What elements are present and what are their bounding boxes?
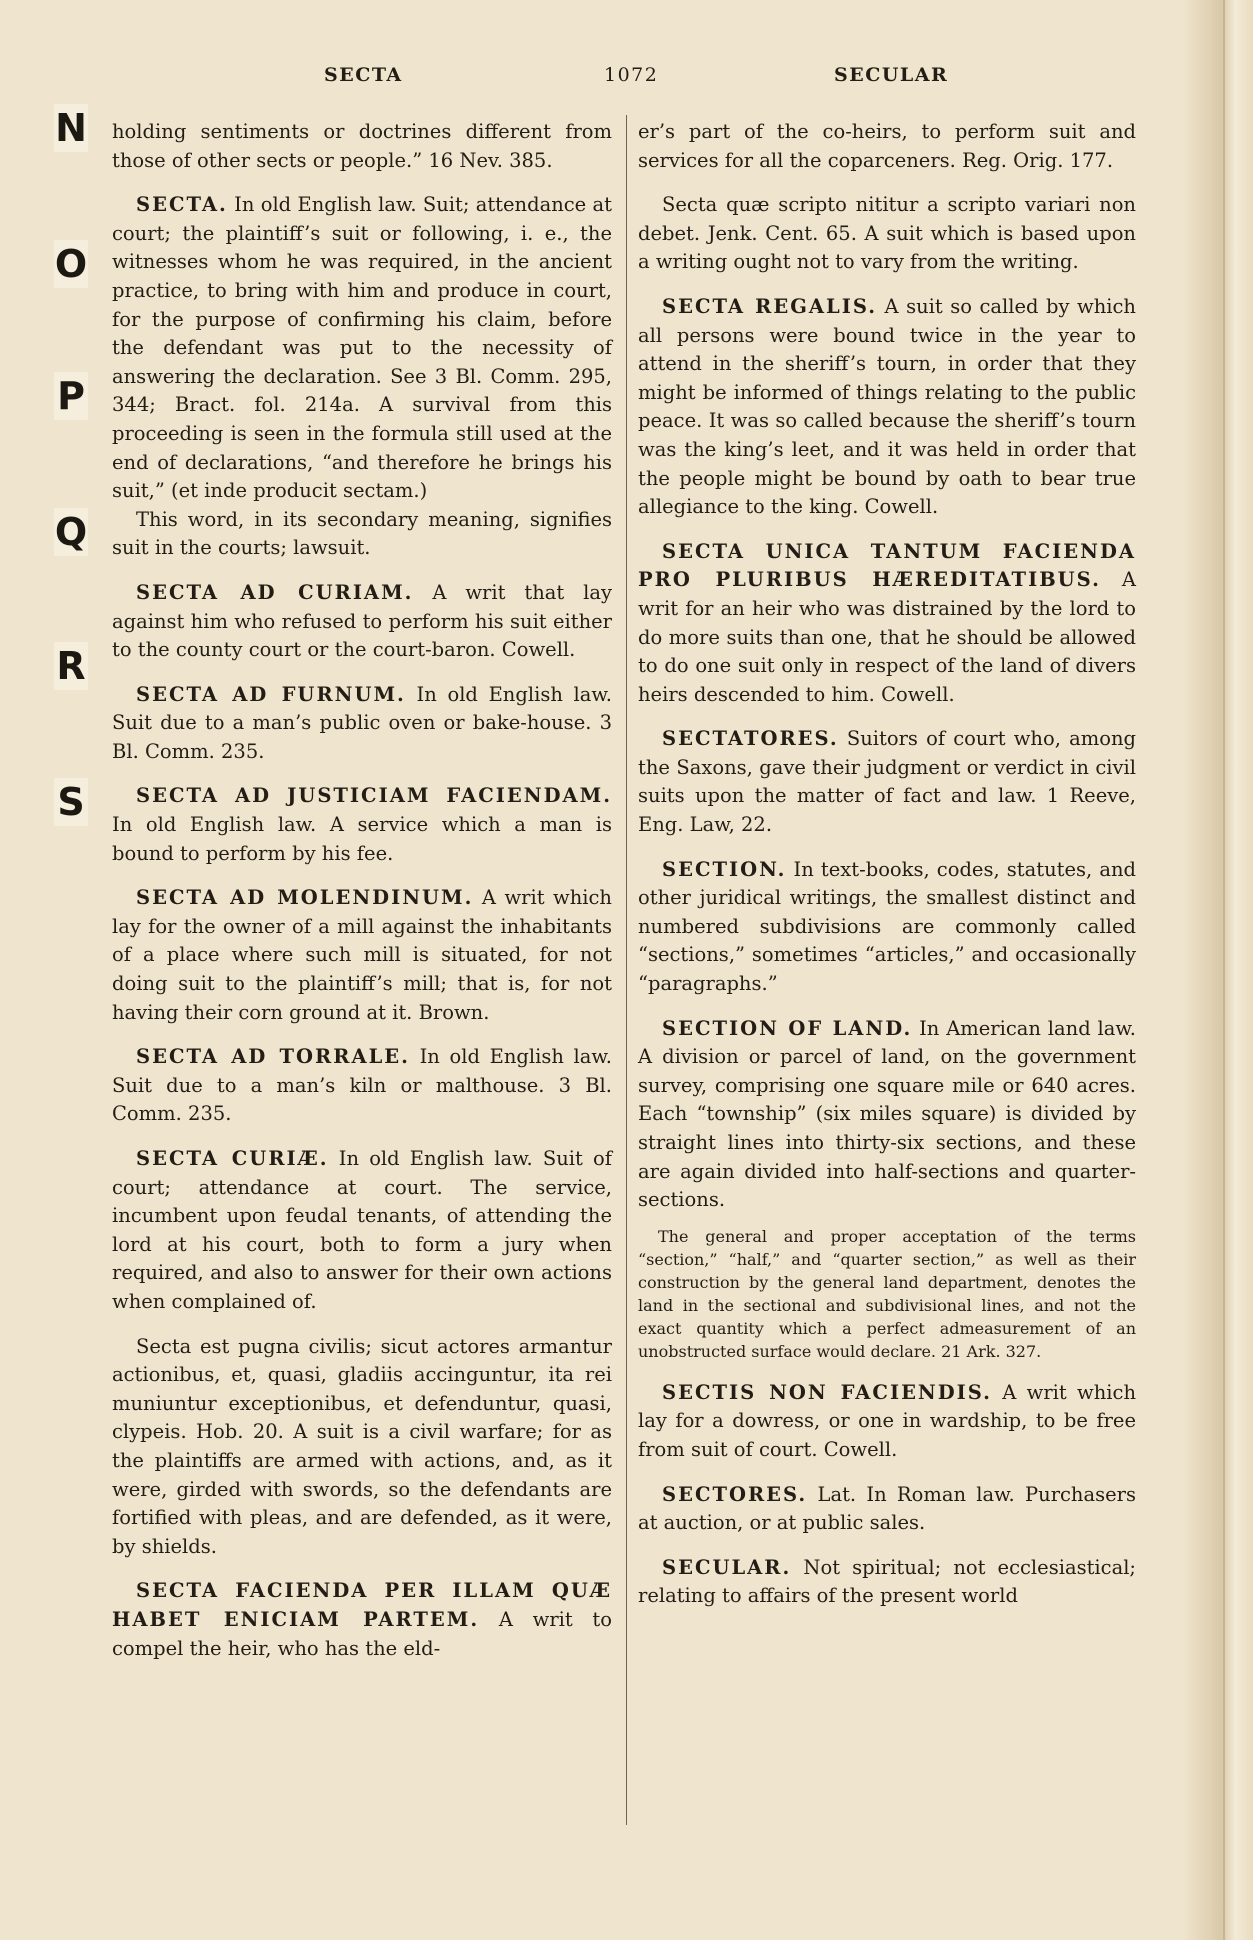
entry-term: SECTA AD TORRALE. — [136, 1045, 410, 1069]
entry-term: SECTA FACIENDA PER ILLAM QUÆ HABET ENICIAM PARTEM. — [112, 1579, 612, 1631]
running-header — [0, 64, 1253, 94]
entry-sectores — [638, 1481, 1136, 1538]
entry-term: SECTA AD MOLENDINUM. — [136, 886, 474, 910]
entry-continuation: holding sentiments or doctrines different from those of other sects or people.” 16 Nev. 385. — [112, 120, 612, 172]
entry-text: A writ to compel the heir, who has the eld- — [112, 1607, 613, 1660]
entry-maxim-secta-quae: Secta quæ scripto nititur a scripto variari non debet. Jenk. Cent. 65. A suit which is based upon a writing ought not to vary from the writing. — [638, 193, 1136, 274]
page-edge-line — [1223, 0, 1225, 1940]
thumb-tab-o[interactable]: O — [54, 242, 88, 286]
entry-continuation: er’s part of the co-heirs, to perform suit and services for all the coparceners. Reg. Orig. 177. — [638, 120, 1136, 172]
thumb-tab-p[interactable]: P — [54, 372, 88, 420]
entry-text: Not spiritual; not ecclesiastical; relating to affairs of the present world — [638, 1555, 1136, 1608]
entry-text: In American land law. A division or parcel of land, on the government survey, comprising one square mile or 640 acres. Each “township” (six miles square) is divided by straight lines into thirty-six sections, and these are again divided into half-sections and quarter-sections. — [638, 1016, 1136, 1212]
header-left-guide-word: SECTA — [324, 64, 403, 86]
thumb-tab-s[interactable]: S — [54, 778, 88, 826]
entry-secta-ad-molendinum — [112, 884, 612, 1027]
entry-secta-ad-furnum — [112, 681, 612, 767]
entry-term: SECTA AD FURNUM. — [136, 682, 406, 706]
thumb-tab-r[interactable]: R — [54, 642, 88, 690]
entry-term: SECULAR. — [662, 1555, 792, 1579]
entry-text: In old English law. Suit due to a man’s kiln or malthouse. 3 Bl. Comm. 235. — [112, 1045, 612, 1126]
entry-text: Lat. In Roman law. Purchasers at auction, or at public sales. — [638, 1482, 1136, 1535]
entry-term: SECTA. — [136, 193, 228, 217]
case-note-section-of-land: The general and proper acceptation of the terms “section,” “half,” and “quarter section,” as well as their construction by the general land department, denotes the land in the sectional and subdivisional lines, and not the exact quantity which a perfect admeasurement of an unobstructed surface would declare. 21 Ark. 327. — [638, 1226, 1136, 1361]
entry-term: SECTATORES. — [662, 727, 839, 751]
thumb-tab-n[interactable]: N — [55, 106, 87, 150]
entry-secta-unica — [638, 538, 1136, 710]
entry-secta-regalis — [638, 293, 1136, 522]
entry-term: SECTION OF LAND. — [662, 1016, 913, 1040]
entry-text: In old English law. A service which a man is bound to perform by his fee. — [112, 813, 612, 865]
entry-sectis-non-faciendis — [638, 1379, 1136, 1465]
entry-text: In old English law. Suit; attendance at court; the plaintiff’s suit or following, i. e., the witnesses whom he was required, in the ancient practice, to bring with him and produce in court, for the purpose of confirming his claim, before the defendant was put to the necessity of answering the declaration. See 3 Bl. Comm. 295, 344; Bract. fol. 214a. A survival from this proceeding is seen in the formula still used at the end of declarations, “and therefore he brings his suit,” (et inde producit sectam.) — [112, 193, 612, 503]
entry-text: In old English law. Suit due to a man’s public oven or bake-house. 3 Bl. Comm. 235. — [112, 682, 612, 763]
header-right-guide-word: SECULAR — [834, 64, 949, 86]
entry-maxim-pugna-civilis: Secta est pugna civilis; sicut actores armantur actionibus, et, quasi, gladiis accinguntur, ita rei muniuntur exceptionibus, et defenduntur, quasi, clypeis. Hob. 20. A suit is a civil warfare; for as the plaintiffs are armed with actions, and, as it were, girded with swords, so the defendants are fortified with pleas, and are defended, as it were, by shields. — [112, 1334, 612, 1558]
entry-secta-ad-torrale — [112, 1043, 612, 1129]
entry-term: SECTA REGALIS. — [662, 294, 877, 318]
entry-term: SECTORES. — [662, 1482, 808, 1506]
left-column — [112, 118, 612, 1679]
entry-term: SECTION. — [662, 857, 787, 881]
entry-text: Suitors of court who, among the Saxons, gave their judgment or verdict in civil suits upon the matter of fact and law. 1 Reeve, Eng. Law, 22. — [638, 727, 1136, 837]
entry-secta — [112, 191, 612, 506]
entry-term: SECTA AD JUSTICIAM FACIENDAM. — [136, 784, 612, 808]
entry-sectatores — [638, 725, 1136, 839]
entry-text: A suit so called by which all persons were bound twice in the year to attend in the sheriff’s tourn, in order that they might be informed of things relating to the public peace. It was so called because the sheriff’s tourn was the king’s leet, and it was held in order that the people might be bound by oath to bear true allegiance to the king. Cowell. — [638, 294, 1136, 519]
page-edge-shadow — [1183, 0, 1253, 1940]
entry-term: SECTA AD CURIAM. — [136, 580, 414, 604]
entry-text: A writ which lay for the owner of a mill against the inhabitants of a place where such mill is situated, for not doing suit to the plaintiff’s mill; that is, for not having their corn ground at it. Brown. — [112, 886, 612, 1024]
page-number: 1072 — [604, 64, 659, 86]
entry-section — [638, 856, 1136, 999]
entry-text: A writ which lay for a dowress, or one in wardship, to be free from suit of court. Cowell. — [638, 1380, 1136, 1461]
entry-secta-ad-curiam — [112, 579, 612, 665]
column-divider — [626, 115, 627, 1825]
entry-section-of-land — [638, 1015, 1136, 1215]
thumb-tab-q[interactable]: Q — [54, 510, 88, 554]
entry-text: A writ that lay against him who refused to perform his suit either to the county court or the court-baron. Cowell. — [112, 580, 613, 662]
entry-secular — [638, 1554, 1136, 1611]
entry-term: SECTA CURIÆ. — [136, 1147, 329, 1170]
entry-secta-curiae — [112, 1145, 612, 1317]
entry-secta-secondary-meaning: This word, in its secondary meaning, signifies suit in the courts; lawsuit. — [112, 507, 612, 560]
entry-secta-ad-justiciam — [112, 782, 612, 868]
entry-text: In old English law. Suit of court; attendance at court. The service, incumbent upon feudal tenants, of attending the lord at his court, both to form a jury when required, and also to answer for their own actions when complained of. — [112, 1147, 612, 1313]
entry-text: In text-books, codes, statutes, and other juridical writings, the smallest distinct and numbered subdivisions are commonly called “sections,” sometimes “articles,” and occasionally “paragraphs.” — [638, 857, 1136, 996]
entry-term: SECTIS NON FACIENDIS. — [662, 1380, 992, 1404]
entry-term: SECTA UNICA TANTUM FACIENDA PRO PLURIBUS HÆREDITATIBUS. — [638, 539, 1136, 592]
entry-secta-facienda — [112, 1577, 612, 1663]
entry-text: A writ for an heir who was distrained by the lord to do more suits than one, that he should be allowed to do one suit only in respect of the land of divers heirs descended to him. Cowell. — [638, 568, 1136, 706]
right-column — [638, 118, 1136, 1627]
